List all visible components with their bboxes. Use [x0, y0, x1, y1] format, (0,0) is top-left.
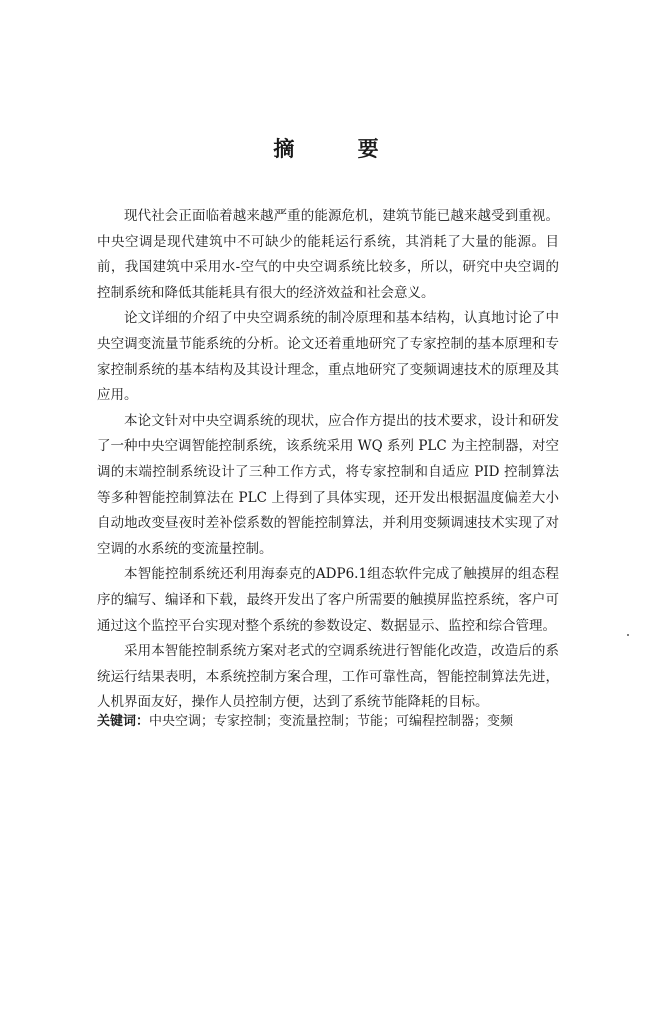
page-title: 摘 要: [273, 137, 407, 161]
abstract-paragraph-5: 采用本智能控制系统方案对老式的空调系统进行智能化改造，改造后的系统运行结果表明，本系统控制方案合理，工作可靠性高，智能控制算法先进，人机界面友好，操作人员控制方便，达到了系统节能降耗的目标。: [97, 643, 559, 711]
abstract-paragraph-4: 本智能控制系统还利用海泰克的ADP6.1组态软件完成了触摸屏的组态程序的编写、编译和下载，最终开发出了客户所需要的触摸屏监控系统，客户可通过这个监控平台实现对整个系统的参数设定、数据显示、监控和综合管理。: [97, 566, 559, 634]
abstract-paragraph-2: 论文详细的介绍了中央空调系统的制冷原理和基本结构，认真地讨论了中央空调变流量节能系统的分析。论文还着重地研究了专家控制的基本原理和专家控制系统的基本结构及其设计理念，重点地研究了变频调速技术的原理及其应用。: [97, 310, 559, 404]
abstract-paragraph-1: 现代社会正面临着越来越严重的能源危机，建筑节能已越来越受到重视。中央空调是现代建筑中不可缺少的能耗运行系统，其消耗了大量的能源。目前，我国建筑中采用水-空气的中央空调系统比较多，所以，研究中央空调的控制系统和降低其能耗具有很大的经济效益和社会意义。: [97, 208, 559, 301]
keywords-value: 中央空调；专家控制；变流量控制；节能；可编程控制器；变频: [149, 714, 514, 729]
abstract-body: [97, 204, 559, 716]
keywords-line: [97, 710, 559, 734]
keywords-label: 关键词：: [97, 714, 150, 729]
scan-speck: [627, 634, 629, 636]
abstract-paragraph-3: 本论文针对中央空调系统的现状，应合作方提出的技术要求，设计和研发了一种中央空调智能控制系统，该系统采用 WQ 系列 PLC 为主控制器，对空调的末端控制系统设计了三种工作方式，将专家控制和自适应 PID 控制算法等多种智能控制算法在 PLC 上得到了具体实现，还开发出根据温度偏差大小自动地改变昼夜时差补偿系数的智能控制算法，并利用变频调速技术实现了对空调的水系统的变流量控制。: [97, 412, 559, 557]
